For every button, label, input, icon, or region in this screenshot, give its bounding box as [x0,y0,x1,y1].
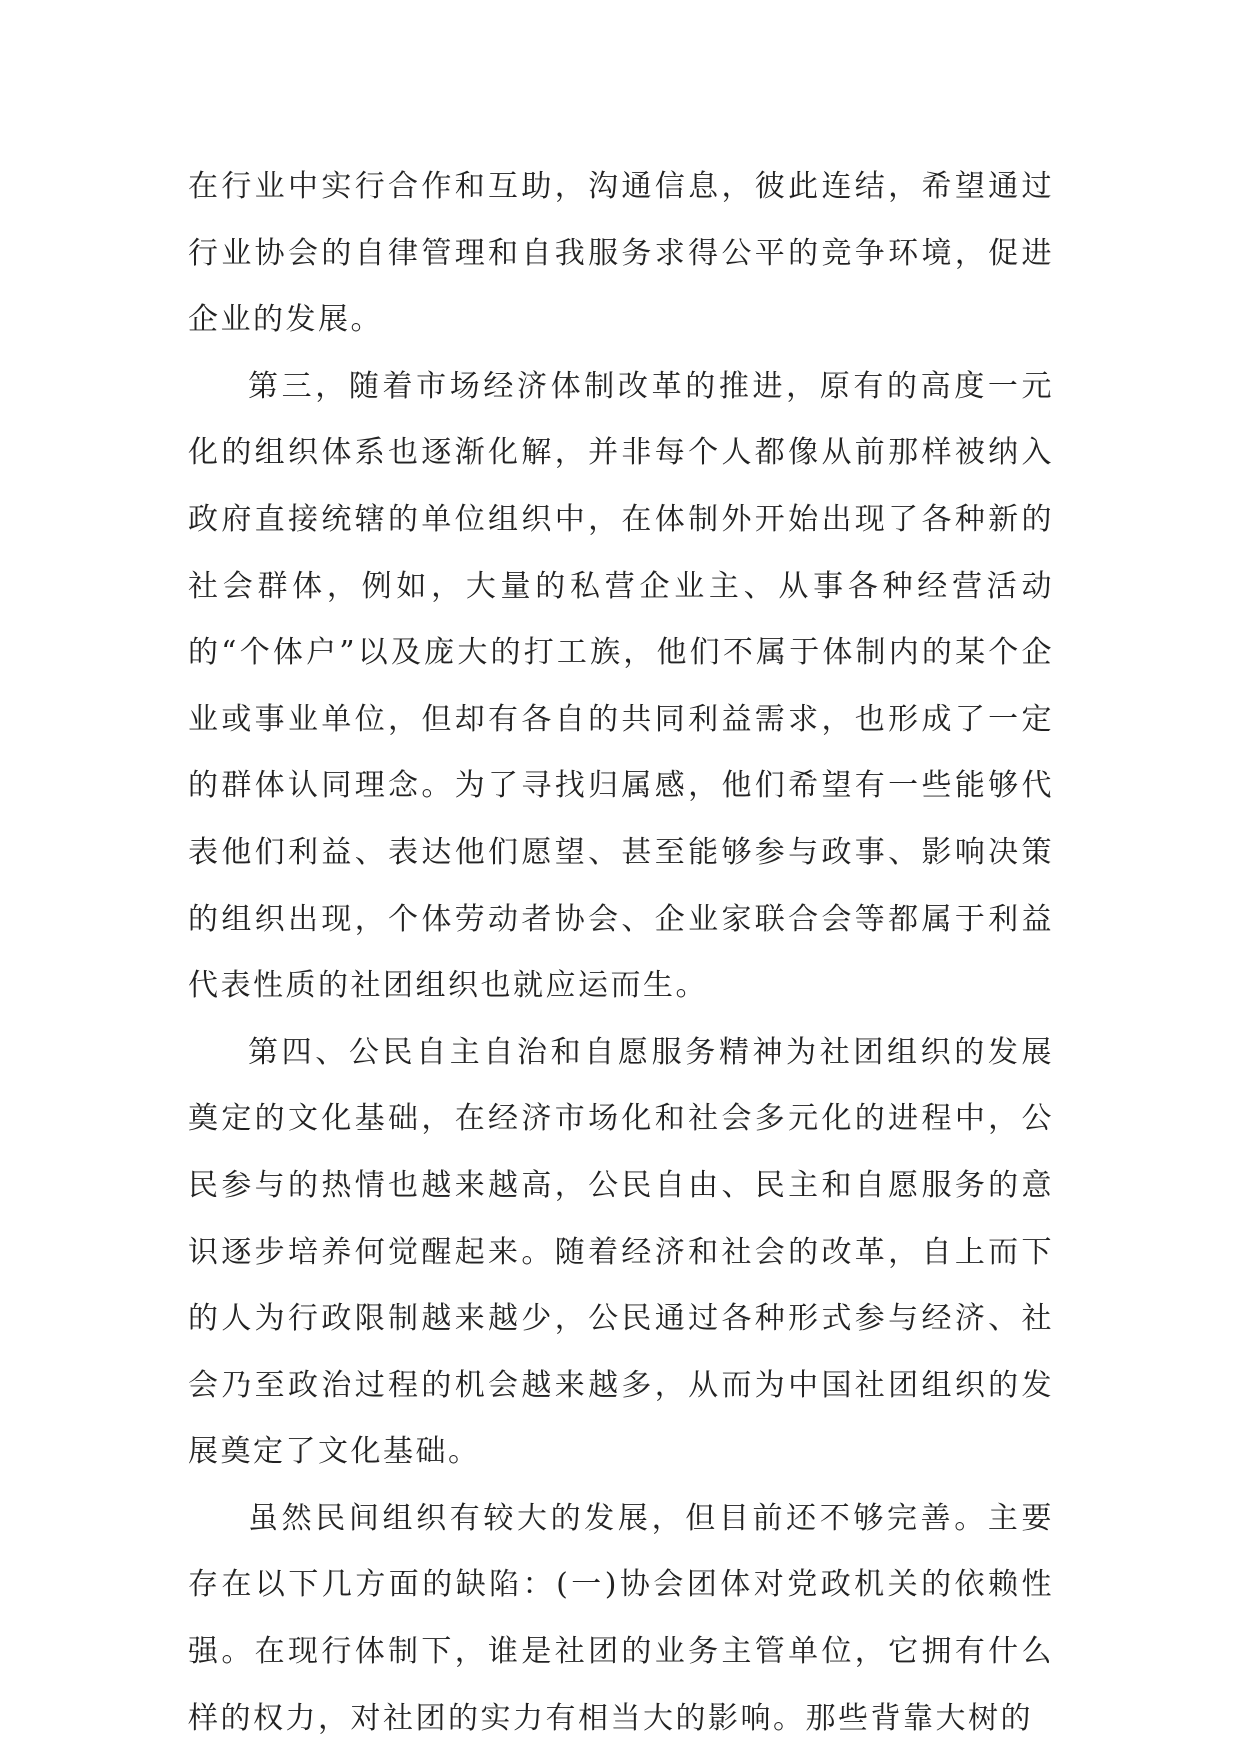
paragraph-continuation: 在行业中实行合作和互助，沟通信息，彼此连结，希望通过行业协会的自律管理和自我服务求得公平的竞争环境，促进企业的发展。 [188,169,1054,338]
body-text [188,154,1054,1752]
paragraph-fourth-point: 第四、公民自主自治和自愿服务精神为社团组织的发展奠定的文化基础，在经济市场化和社会多元化的进程中，公民参与的热情也越来越高，公民自由、民主和自愿服务的意识逐步培养何觉醒起来。随着经济和社会的改革，自上而下的人为行政限制越来越少，公民通过各种形式参与经济、社会乃至政治过程的机会越来越多，从而为中国社团组织的发展奠定了文化基础。 [188,1034,1054,1470]
paragraph-deficiencies: 虽然民间组织有较大的发展，但目前还不够完善。主要存在以下几方面的缺陷：(一)协会团体对党政机关的依赖性强。在现行体制下，谁是社团的业务主管单位，它拥有什么样的权力，对社团的实力有相当大的影响。那些背靠大树的 [188,1500,1054,1736]
paragraph-third-point: 第三，随着市场经济体制改革的推进，原有的高度一元化的组织体系也逐渐化解，并非每个人都像从前那样被纳入政府直接统辖的单位组织中，在体制外开始出现了各种新的社会群体，例如，大量的私营企业主、从事各种经营活动的“个体户”以及庞大的打工族，他们不属于体制内的某个企业或事业单位，但却有各自的共同利益需求，也形成了一定的群体认同理念。为了寻找归属感，他们希望有一些能够代表他们利益、表达他们愿望、甚至能够参与政事、影响决策的组织出现，个体劳动者协会、企业家联合会等都属于利益代表性质的社团组织也就应运而生。 [188,368,1054,1004]
